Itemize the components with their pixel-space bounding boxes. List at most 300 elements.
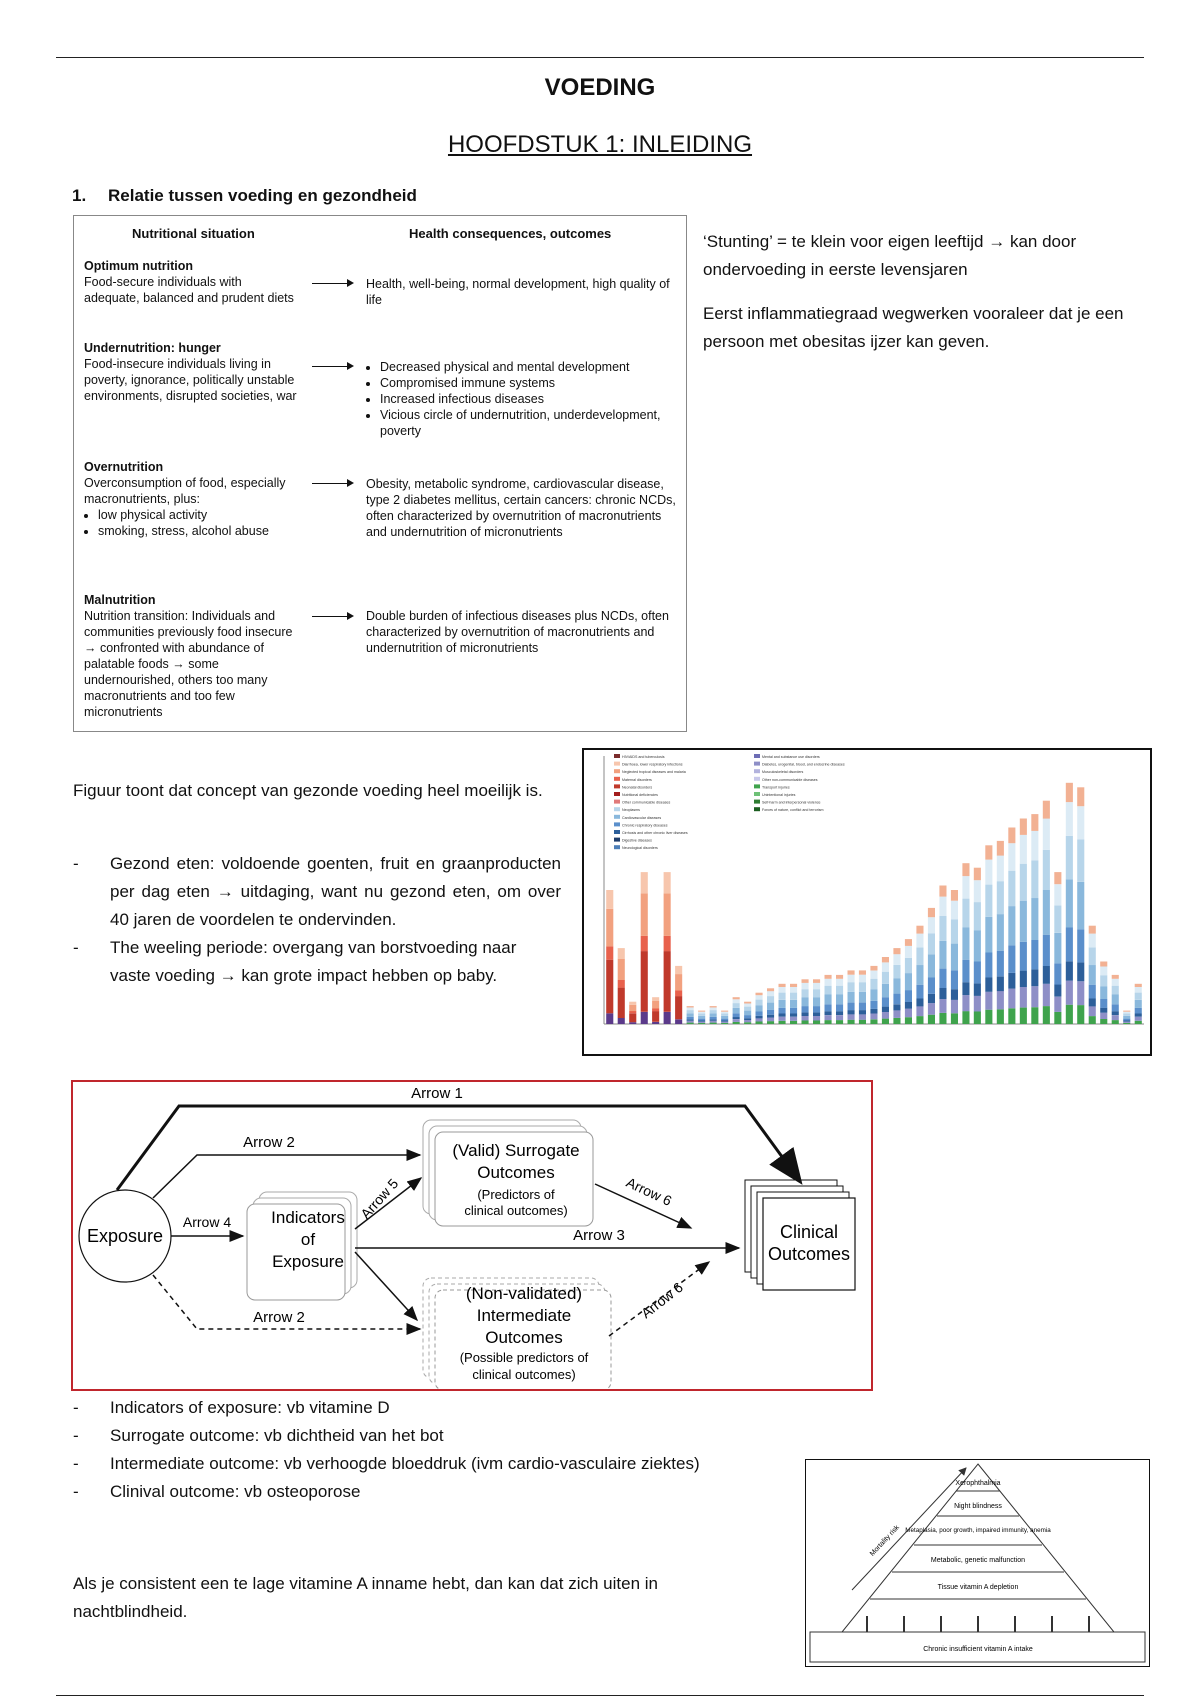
chart-bar-segment xyxy=(652,997,659,1001)
chart-bar-segment xyxy=(916,965,923,985)
chart-bar-segment xyxy=(606,890,613,909)
legend-label: Cirrhosis and other chronic liver diseases xyxy=(622,831,688,835)
chart-bar-segment xyxy=(1077,839,1084,882)
chart-bar-segment xyxy=(1112,995,1119,1005)
chart-bar-segment xyxy=(997,841,1004,856)
chart-bar-segment xyxy=(1123,1016,1130,1019)
chart-bar-segment xyxy=(802,1020,809,1024)
row-arrow xyxy=(312,483,352,484)
pyramid-level: Xerophthalmia xyxy=(955,1480,1001,1487)
chart-bar-segment xyxy=(756,993,763,996)
chart-bar-segment xyxy=(744,1002,751,1004)
table-col-header-situation: Nutritional situation xyxy=(132,226,255,241)
legend-swatch xyxy=(754,792,760,796)
legend-swatch xyxy=(754,762,760,766)
chart-bar-segment xyxy=(756,1018,763,1021)
chart-bar-segment xyxy=(836,1011,843,1015)
surrogate-sub: clinical outcomes) xyxy=(464,1203,568,1218)
chart-bar-segment xyxy=(893,965,900,979)
chart-bar-segment xyxy=(721,1012,728,1014)
legend-label: Digestive diseases xyxy=(622,838,652,843)
list-item: • low physical activity xyxy=(98,507,299,523)
legend-label: Neurological disorders xyxy=(622,846,658,851)
chart-bar-segment xyxy=(779,987,786,993)
chart-bar-segment xyxy=(675,966,682,974)
chart-bar-segment xyxy=(916,934,923,948)
chart-bar-segment xyxy=(652,1011,659,1022)
chart-bar-segment xyxy=(1077,882,1084,929)
row-arrow xyxy=(312,616,352,617)
chart-bar-segment xyxy=(664,893,671,936)
chart-bar-segment xyxy=(1008,973,1015,989)
chart-bar-segment xyxy=(721,1019,728,1021)
chart-bar-segment xyxy=(618,980,625,988)
chart-bar-segment xyxy=(870,1009,877,1014)
chart-bar-segment xyxy=(721,1022,728,1023)
chart-bar-segment xyxy=(1008,1008,1015,1024)
chart-bar-segment xyxy=(1135,1000,1142,1008)
legend-label: Other communicable diseases xyxy=(622,800,671,805)
arrow-2-label: Arrow 2 xyxy=(243,1134,295,1151)
row-outcome: Health, well-being, normal development, high quality of life xyxy=(366,277,670,307)
chart-bar-segment xyxy=(893,1018,900,1024)
chart-bar-segment xyxy=(1089,1016,1096,1024)
row-arrow xyxy=(312,283,352,284)
chart-bar-segment xyxy=(790,1008,797,1014)
chart-bar-segment xyxy=(1008,871,1015,906)
chart-bar-segment xyxy=(1077,962,1084,981)
list-item-text: Indicators of exposure: vb vitamine D xyxy=(110,1398,390,1417)
chart-bar-segment xyxy=(1031,831,1038,860)
chart-bar-segment xyxy=(870,1019,877,1024)
chart-bar-segment xyxy=(687,1021,694,1023)
chart-bar-segment xyxy=(962,1011,969,1024)
chart-bar-segment xyxy=(859,1020,866,1024)
row-optimum xyxy=(84,258,299,306)
chart-bar-segment xyxy=(939,916,946,941)
chart-bar-segment xyxy=(997,914,1004,951)
list-item xyxy=(73,1478,813,1506)
chart-bar-segment xyxy=(687,1019,694,1020)
chart-bar-segment xyxy=(974,996,981,1012)
list-item xyxy=(73,850,561,934)
chart-bar-segment xyxy=(687,1013,694,1017)
chart-bar-segment xyxy=(710,1013,717,1017)
chart-bar-segment xyxy=(606,1013,613,1024)
legend-label: Maternal disorders xyxy=(622,777,652,782)
chart-bar-segment xyxy=(721,1023,728,1024)
chart-bar-segment xyxy=(1066,802,1073,836)
chart-bar-segment xyxy=(1008,843,1015,871)
chart-bar-segment xyxy=(848,975,855,983)
list-dash: - xyxy=(73,1482,79,1501)
chart-bar-segment xyxy=(848,1014,855,1019)
chart-bar-segment xyxy=(1054,963,1061,984)
chart-bar-segment xyxy=(606,960,613,1014)
chart-bar-segment xyxy=(1031,986,1038,1007)
chart-bar-segment xyxy=(962,995,969,1011)
legend-label: Neoplasms xyxy=(622,808,640,813)
chart-bar-segment xyxy=(767,1018,774,1022)
legend-label: Mental and substance use disorders xyxy=(762,755,820,759)
legend-label: Cardiovascular diseases xyxy=(622,815,662,820)
chart-bar-segment xyxy=(1043,801,1050,819)
chart-bar-segment xyxy=(974,930,981,961)
chart-bar-segment xyxy=(928,908,935,917)
arrow-4-label: Arrow 4 xyxy=(182,1214,232,1230)
chart-bar-segment xyxy=(767,988,774,991)
chart-bar-segment xyxy=(848,1003,855,1011)
chart-bar-segment xyxy=(1135,1021,1142,1024)
chart-bar-segment xyxy=(721,1014,728,1016)
clinical-label: Clinical xyxy=(779,1222,839,1242)
chart-bar-segment xyxy=(836,975,843,979)
chart-bar-segment xyxy=(859,1003,866,1011)
chart-bar-segment xyxy=(1020,942,1027,971)
vitamin-a-pyramid xyxy=(805,1459,1150,1667)
note-inflammation: Eerst inflammatiegraad wegwerken vooraleer dat je een persoon met obesitas ijzer kan geven. xyxy=(703,304,1124,351)
legend-label: Diarrhoea, lower respiratory infections xyxy=(622,762,683,767)
chart-bar-segment xyxy=(698,1019,705,1021)
chart-bar-segment xyxy=(825,1015,832,1020)
arrow-3-label: Arrow 3 xyxy=(573,1227,625,1244)
pyramid-level: Tissue vitamin A depletion xyxy=(937,1584,1019,1591)
list-item xyxy=(73,1450,813,1478)
intermediate-label: (Non-validated) xyxy=(465,1284,583,1303)
chart-bar-segment xyxy=(882,997,889,1006)
legend-swatch xyxy=(614,838,620,842)
chart-bar-segment xyxy=(1089,985,1096,999)
chart-bar-segment xyxy=(951,944,958,971)
chart-bar-segment xyxy=(1135,1017,1142,1021)
chart-bar-segment xyxy=(790,987,797,993)
legend-swatch xyxy=(614,784,620,788)
chart-bar-segment xyxy=(744,1004,751,1007)
chart-bar-segment xyxy=(825,979,832,986)
chart-bar-segment xyxy=(802,979,809,983)
legend-label: Musculoskeletal disorders xyxy=(762,770,804,775)
arrow-1-label: Arrow 1 xyxy=(411,1085,463,1102)
chart-bar-segment xyxy=(836,986,843,995)
indicator-label: Indicators xyxy=(271,1208,345,1227)
chart-bar-segment xyxy=(1123,1011,1130,1012)
chart-bar-segment xyxy=(985,1010,992,1024)
chart-bar-segment xyxy=(698,1011,705,1012)
chart-bar-segment xyxy=(928,933,935,954)
row-arrow xyxy=(312,366,352,367)
chart-bar-segment xyxy=(997,976,1004,991)
chart-bar-segment xyxy=(698,1016,705,1019)
chart-bar-segment xyxy=(1112,1015,1119,1020)
chart-bar-segment xyxy=(802,989,809,997)
list-dash: - xyxy=(73,1454,79,1473)
chart-bar-segment xyxy=(641,872,648,893)
chart-bar-segment xyxy=(1112,1020,1119,1024)
chart-bar-segment xyxy=(733,997,740,999)
chart-bar-segment xyxy=(905,1017,912,1024)
chart-bar-segment xyxy=(905,990,912,1002)
list-item xyxy=(73,934,561,990)
chart-bar-segment xyxy=(652,1009,659,1012)
chart-bar-segment xyxy=(848,970,855,974)
chart-bar-segment xyxy=(985,978,992,992)
chart-bar-segment xyxy=(893,978,900,993)
row-malnutrition xyxy=(84,592,299,720)
legend-swatch xyxy=(614,792,620,796)
chart-bar-segment xyxy=(629,1022,636,1024)
chart-bar-segment xyxy=(836,1020,843,1024)
chart-bar-segment xyxy=(1008,945,1015,973)
chart-bar-segment xyxy=(698,1023,705,1024)
legend-swatch xyxy=(754,784,760,788)
chart-bar-segment xyxy=(1089,999,1096,1007)
chart-bar-segment xyxy=(779,1008,786,1014)
chart-bar-segment xyxy=(687,1023,694,1024)
chart-bar-segment xyxy=(882,972,889,984)
chart-bar-segment xyxy=(1054,1012,1061,1024)
chart-bar-segment xyxy=(882,984,889,997)
chart-bar-segment xyxy=(882,1012,889,1019)
chart-bar-segment xyxy=(641,936,648,951)
chart-bar-segment xyxy=(836,995,843,1005)
chart-bar-segment xyxy=(779,1014,786,1017)
chart-bar-segment xyxy=(939,886,946,897)
chart-bar-segment xyxy=(767,996,774,1002)
chart-bar-segment xyxy=(974,983,981,996)
chart-bar-segment xyxy=(1043,1006,1050,1024)
legend-swatch xyxy=(614,815,620,819)
chart-bar-segment xyxy=(641,951,648,1012)
chart-bar-segment xyxy=(1112,979,1119,986)
chart-bar-segment xyxy=(916,926,923,934)
diagram-svg xyxy=(73,1082,871,1389)
chart-bar-segment xyxy=(1043,966,1050,984)
figure-intro: Figuur toont dat concept van gezonde voeding heel moeilijk is. xyxy=(73,781,543,800)
chart-bar-segment xyxy=(916,1006,923,1016)
chart-bar-segment xyxy=(813,1012,820,1016)
burden-chart xyxy=(582,748,1152,1056)
chart-bar-segment xyxy=(1123,1014,1130,1016)
chart-bar-segment xyxy=(916,985,923,999)
chart-bar-segment xyxy=(974,868,981,881)
legend-label: Self-harm and interpersonal violence xyxy=(762,800,821,805)
chart-bar-segment xyxy=(813,997,820,1006)
chart-bar-segment xyxy=(1020,835,1027,864)
chart-bar-segment xyxy=(1100,1008,1107,1013)
chart-bar-segment xyxy=(870,971,877,979)
chart-bar-segment xyxy=(848,1010,855,1014)
chart-bar-segment xyxy=(687,1017,694,1020)
legend-label: Unintentional injuries xyxy=(762,793,796,797)
note-stunting: ‘Stunting’ = te klein voor eigen leeftijd → kan door ondervoeding in eerste levensjaren xyxy=(703,232,1077,279)
chart-bar-segment xyxy=(1043,935,1050,966)
chart-bar-segment xyxy=(1066,1005,1073,1024)
chart-bar-segment xyxy=(687,1010,694,1013)
chart-bar-segment xyxy=(698,1022,705,1023)
chart-bar-segment xyxy=(836,1004,843,1011)
bottom-rule xyxy=(56,1695,1144,1696)
chart-bar-segment xyxy=(756,1012,763,1016)
row-text: Food-secure individuals with adequate, balanced and prudent diets xyxy=(84,275,294,305)
chart-bar-segment xyxy=(836,979,843,986)
chart-bar-segment xyxy=(629,1011,636,1013)
chart-bar-segment xyxy=(733,1013,740,1017)
chart-bar-segment xyxy=(767,1021,774,1024)
chart-bar-segment xyxy=(1135,987,1142,993)
chart-bar-segment xyxy=(756,1000,763,1006)
chart-bar-segment xyxy=(859,970,866,974)
chart-bar-segment xyxy=(905,973,912,990)
chart-bar-segment xyxy=(997,991,1004,1009)
section-heading xyxy=(72,186,417,206)
indicator-label: Exposure xyxy=(272,1252,344,1271)
chart-bar-segment xyxy=(1031,814,1038,831)
chart-bar-segment xyxy=(721,1016,728,1019)
chart-bar-segment xyxy=(1043,819,1050,850)
chart-bar-segment xyxy=(951,970,958,989)
chart-bar-segment xyxy=(905,946,912,958)
indicator-label: of xyxy=(300,1230,316,1249)
chart-bar-segment xyxy=(767,1010,774,1015)
chart-bar-segment xyxy=(1089,947,1096,965)
chart-bar-segment xyxy=(825,995,832,1005)
chart-bar-segment xyxy=(1008,906,1015,945)
chart-bar-segment xyxy=(710,1021,717,1023)
chart-bar-segment xyxy=(744,1022,751,1024)
chart-bar-segment xyxy=(974,902,981,930)
chart-bar-segment xyxy=(997,951,1004,977)
list-item-text: Surrogate outcome: vb dichtheid van het bot xyxy=(110,1426,444,1445)
chart-bar-segment xyxy=(606,909,613,947)
chart-bar-segment xyxy=(939,988,946,999)
page-title: VOEDING xyxy=(544,74,656,101)
chart-bar-segment xyxy=(928,1015,935,1024)
chart-bar-segment xyxy=(790,1014,797,1017)
chart-bar-segment xyxy=(951,890,958,901)
chart-bar-segment xyxy=(779,984,786,987)
chart-bar-segment xyxy=(859,1010,866,1014)
chart-bar-segment xyxy=(641,893,648,936)
section-title: Relatie tussen voeding en gezondheid xyxy=(108,186,417,205)
chart-bar-segment xyxy=(1077,806,1084,839)
list-dash: - xyxy=(73,854,79,873)
chart-bar-segment xyxy=(882,1019,889,1024)
chart-bar-segment xyxy=(905,1009,912,1018)
chart-bar-segment xyxy=(802,983,809,989)
chart-bar-segment xyxy=(1100,987,1107,1000)
chart-bar-segment xyxy=(893,948,900,954)
chart-bar-segment xyxy=(1043,890,1050,935)
chart-bar-segment xyxy=(825,975,832,979)
chart-bar-segment xyxy=(790,1021,797,1024)
chart-bar-segment xyxy=(848,1020,855,1024)
chart-bar-segment xyxy=(1020,1008,1027,1024)
chart-bar-segment xyxy=(767,1003,774,1010)
chart-bar-segment xyxy=(825,1004,832,1011)
chart-bar-segment xyxy=(813,979,820,983)
chart-bar-segment xyxy=(893,994,900,1005)
legend-label: HIV/AIDS and tuberculosis xyxy=(622,755,665,759)
chart-bar-segment xyxy=(629,1002,636,1005)
chart-bar-segment xyxy=(710,1019,717,1020)
chart-bar-segment xyxy=(641,1012,648,1024)
chart-bar-segment xyxy=(1054,997,1061,1012)
chart-bar-segment xyxy=(756,1022,763,1025)
chart-bar-segment xyxy=(985,885,992,917)
chart-bar-segment xyxy=(1054,933,1061,963)
list-item-text: Gezond eten: voldoende goenten, fruit en graanproducten per dag eten → uitdaging, want nu gezond eten, om over 40 jaren de voordelen te ondervinden. xyxy=(110,854,561,929)
chart-bar-segment xyxy=(675,990,682,996)
chart-bar-segment xyxy=(905,1002,912,1009)
chart-bar-segment xyxy=(882,962,889,971)
chart-bar-segment xyxy=(675,1019,682,1024)
chart-bar-segment xyxy=(767,1015,774,1018)
chart-bar-segment xyxy=(1077,929,1084,962)
chart-bar-segment xyxy=(928,994,935,1003)
row-outcome: Double burden of infectious diseases plus NCDs, often characterized by overnutrition of macronutrients and undernutrition of micronutrients xyxy=(366,609,669,655)
chart-bar-segment xyxy=(1043,850,1050,890)
chart-bar-segment xyxy=(962,928,969,960)
legend-swatch xyxy=(614,830,620,834)
chart-bar-segment xyxy=(1031,898,1038,940)
chart-bar-segment xyxy=(825,986,832,995)
row-text: Overconsumption of food, especially macronutrients, plus: xyxy=(84,476,286,506)
chart-bar-segment xyxy=(744,1011,751,1016)
chart-bar-segment xyxy=(618,948,625,959)
intermediate-sub: clinical outcomes) xyxy=(472,1367,576,1382)
chart-bar-segment xyxy=(790,1017,797,1021)
legend-swatch xyxy=(614,822,620,826)
chart-bar-segment xyxy=(687,1006,694,1007)
chart-bar-segment xyxy=(962,960,969,983)
chart-bar-segment xyxy=(859,992,866,1003)
chart-bar-segment xyxy=(1135,1008,1142,1014)
chart-bar-segment xyxy=(1031,940,1038,969)
list-dash: - xyxy=(73,938,79,957)
chart-bar-segment xyxy=(951,1013,958,1024)
chart-bar-segment xyxy=(859,1014,866,1019)
row-outcome: Obesity, metabolic syndrome, cardiovascular disease, type 2 diabetes mellitus, certain cancers: chronic NCDs, often characterized by overnutrition of macronutrients and undernutrition of micronutrients xyxy=(366,477,676,539)
row-outcome-list xyxy=(366,359,681,439)
intermediate-label: Outcomes xyxy=(485,1328,563,1347)
chart-bar-segment xyxy=(905,958,912,973)
chart-bar-segment xyxy=(802,1012,809,1016)
legend-swatch xyxy=(614,777,620,781)
chart-bar-segment xyxy=(721,1011,728,1012)
chart-bar-segment xyxy=(698,1021,705,1022)
legend-swatch xyxy=(754,800,760,804)
chart-bar-segment xyxy=(1020,901,1027,942)
chart-bar-segment xyxy=(813,1016,820,1021)
chart-bar-segment xyxy=(1066,981,1073,1005)
list-item-text: Intermediate outcome: vb verhoogde bloeddruk (ivm cardio-vasculaire ziektes) xyxy=(110,1454,700,1473)
list-item-text: The weeling periode: overgang van borstvoeding naar vaste voeding → kan grote impact hebben op baby. xyxy=(110,938,517,985)
chart-bar-segment xyxy=(1054,884,1061,905)
chart-bar-segment xyxy=(756,1005,763,1011)
chart-bar-segment xyxy=(870,1014,877,1020)
chart-bar-segment xyxy=(733,1003,740,1008)
chart-bar-segment xyxy=(893,1010,900,1018)
chart-bar-segment xyxy=(1100,975,1107,986)
burden-chart-svg xyxy=(584,750,1150,1054)
chart-bar-segment xyxy=(744,1018,751,1020)
chart-bar-segment xyxy=(916,1016,923,1024)
arrow-5-label: Arrow 5 xyxy=(357,1175,402,1222)
mortality-label: Mortality risk xyxy=(868,1524,901,1558)
chart-bar-segment xyxy=(974,880,981,902)
chart-bar-segment xyxy=(710,1017,717,1020)
chart-bar-segment xyxy=(606,946,613,959)
